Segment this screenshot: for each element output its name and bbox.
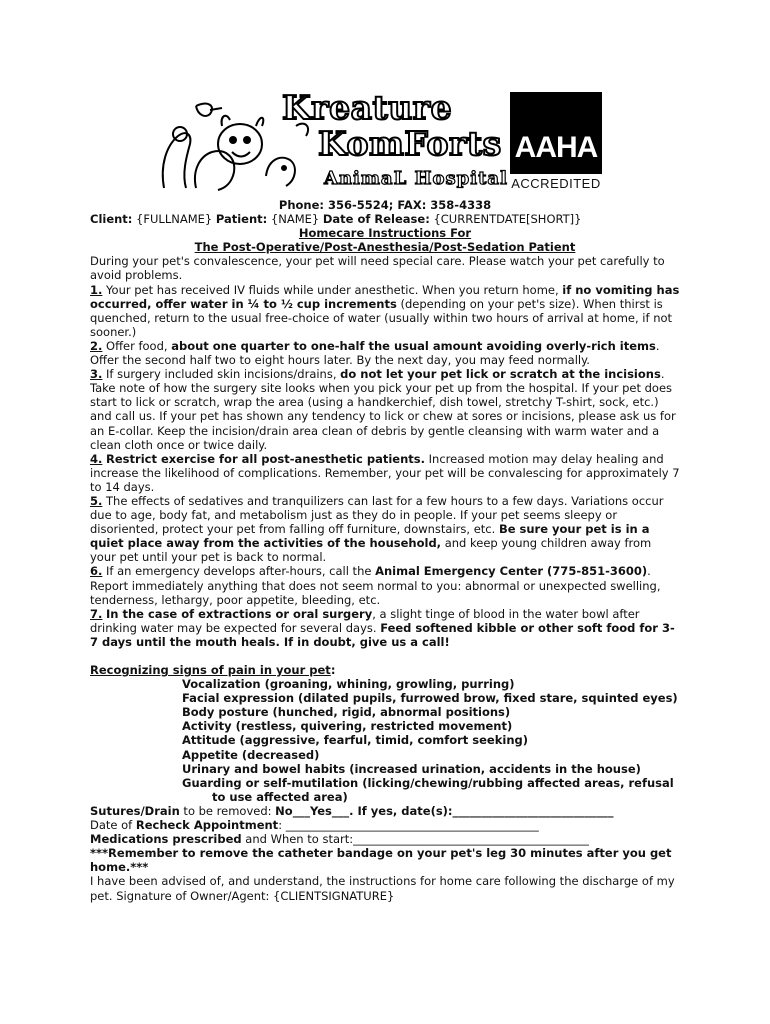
item-text: Offer food, <box>102 338 172 353</box>
letterhead <box>90 90 680 198</box>
item-emphasis: about one quarter to one-half the usual amount avoiding overly-rich items <box>171 338 656 353</box>
logo-word-animal-hospital: AnimaL Hospital <box>324 168 508 189</box>
pain-sign: Activity (restless, quivering, restricted movement) <box>182 719 513 734</box>
item-number: 1. <box>90 282 103 297</box>
intro-paragraph: During your pet's convalescence, your pet will need special care. Please watch your pet carefully to avoid problems. <box>90 254 665 283</box>
item-emphasis: do not let your pet lick or scratch at the incisions <box>340 367 661 382</box>
pain-sign: Guarding or self-mutilation (licking/chewing/rubbing affected areas, refusal <box>182 775 674 790</box>
medications-field: and When to start:_________________________________________ <box>241 832 589 847</box>
pain-sign: Body posture (hunched, rigid, abnormal positions) <box>182 705 511 720</box>
item-number: 6. <box>90 564 103 579</box>
instruction-item-7 <box>90 607 680 649</box>
medications-line <box>90 832 680 846</box>
pain-sign-continued: to use affected area) <box>212 789 348 804</box>
logo-word-kreature: Kreature <box>282 88 453 127</box>
item-emphasis: if no vomiting has occurred, offer water in ¼ to ½ cup increments <box>90 282 680 311</box>
item-emphasis: In the case of extractions or oral surgery <box>106 606 373 621</box>
aaha-logo: AAHA <box>510 92 602 174</box>
item-emphasis: Be sure your pet is in a quiet place away from the activities of the household, <box>90 522 650 551</box>
pain-heading <box>90 663 680 677</box>
sutures-line <box>90 804 680 818</box>
owner-acknowledgement: I have been advised of, and understand, the instructions for home care following the discharge of my pet. Signature of Owner/Agent: {CLIENTSIGNATURE} <box>90 874 675 903</box>
instruction-item-2 <box>90 339 680 367</box>
item-text: If surgery included skin incisions/drains, <box>102 367 341 382</box>
item-text: Increased motion may delay healing and increase the likelihood of complications. Remember, your pet will be convalescing for approximately 7 to 14 days. <box>90 451 680 494</box>
item-number: 5. <box>90 493 103 508</box>
item-number: 4. <box>90 451 103 466</box>
item-emphasis: Restrict exercise for all post-anesthetic patients. <box>106 451 425 466</box>
item-number: 3. <box>90 367 103 382</box>
document-body <box>90 198 680 903</box>
phone-fax-line: Phone: 356-5524; FAX: 358-4338 <box>278 198 492 212</box>
item-text: , a slight tinge of blood in the water bowl after drinking water may be expected for several days. <box>90 606 640 635</box>
patient-value: {NAME} <box>267 212 323 227</box>
instruction-item-6 <box>90 564 680 606</box>
patient-label: Patient: <box>215 212 268 227</box>
item-text: . Take note of how the surgery site looks when you pick your pet up from the hospital. If your pet does start to lick or scratch, wrap the area (using a handkerchief, dish towel, stretchy T-shirt, sock, etc.) and call us. If your pet has shown any tendency to lick or chew at sores or incisions, please ask us for an E-collar. Keep the incision/drain area clean of debris by gentle cleansing with warm water and a clean cloth once or twice daily. <box>90 367 676 452</box>
sutures-text: to be removed: <box>179 803 276 818</box>
item-text: . Report immediately anything that does not seem normal to you: abnormal or unexpected swelling, tenderness, lethargy, poor appetite, bleeding, etc. <box>90 564 661 607</box>
item-text: (depending on your pet's size). When thirst is quenched, return to the usual free-choice of water (usually within two hours of arrival at home, if not sooner.) <box>90 296 673 339</box>
recheck-line <box>90 818 680 832</box>
pain-sign: Urinary and bowel habits (increased urination, accidents in the house) <box>182 761 641 776</box>
release-value: {CURRENTDATE[SHORT]} <box>429 212 582 227</box>
pain-sign: Attitude (aggressive, fearful, timid, comfort seeking) <box>182 733 528 748</box>
title-line-2: The Post-Operative/Post-Anesthesia/Post-Sedation Patient <box>194 240 576 255</box>
item-emphasis: Animal Emergency Center (775-851-3600) <box>375 564 648 579</box>
release-label: Date of Release: <box>322 212 430 227</box>
recheck-field: : ____________________________________________ <box>278 818 539 833</box>
client-label: Client: <box>90 212 133 227</box>
client-patient-line <box>90 212 680 226</box>
item-text: The effects of sedatives and tranquilizers can last for a few hours to a few days. Variations occur due to age, body fat, and metabolism just as they do in people. If your pet seems sleepy or disoriented, protect your pet from falling off furniture, downstairs, etc. <box>90 493 664 537</box>
pain-sign: Facial expression (dilated pupils, furrowed brow, fixed stare, squinted eyes) <box>182 691 678 706</box>
instruction-item-3 <box>90 367 680 452</box>
sutures-label: Sutures/Drain <box>90 803 180 818</box>
instruction-item-1 <box>90 283 680 339</box>
logo-word-komforts: KomForts <box>318 124 502 163</box>
item-text: Your pet has received IV fluids while under anesthetic. When you return home, <box>102 282 563 297</box>
pain-sign: Appetite (decreased) <box>182 747 320 762</box>
aaha-accredited-label: ACCREDITED <box>511 176 601 191</box>
spacer <box>90 649 680 663</box>
item-text: If an emergency develops after-hours, call the <box>102 564 376 579</box>
recheck-text: Date of <box>90 818 136 833</box>
title-line-1: Homecare Instructions For <box>298 226 472 241</box>
catheter-reminder: ***Remember to remove the catheter bandage on your pet's leg 30 minutes after you get home.*** <box>90 846 672 875</box>
instruction-item-4 <box>90 452 680 494</box>
client-value: {FULLNAME} <box>132 212 216 227</box>
item-emphasis: Feed softened kibble or other soft food for 3-7 days until the mouth heals. If in doubt, give us a call! <box>90 620 675 649</box>
aaha-badge <box>510 92 602 196</box>
recheck-label: Recheck Appointment <box>135 818 279 833</box>
pain-sign: Vocalization (groaning, whining, growling, purring) <box>182 677 515 692</box>
instruction-item-5 <box>90 494 680 564</box>
document-page <box>90 90 680 903</box>
item-text: and keep young children away from your pet until your pet is back to normal. <box>90 536 652 565</box>
item-number: 2. <box>90 338 103 353</box>
pain-heading-text: Recognizing signs of pain in your pet <box>90 663 331 677</box>
medications-label: Medications prescribed <box>90 832 242 847</box>
sutures-field: No___Yes___. If yes, date(s):____________________________ <box>275 803 614 818</box>
item-number: 7. <box>90 606 103 621</box>
item-text: . Offer the second half two to eight hours later. By the next day, you may feed normally. <box>90 338 660 368</box>
pain-heading-colon: : <box>330 663 336 677</box>
